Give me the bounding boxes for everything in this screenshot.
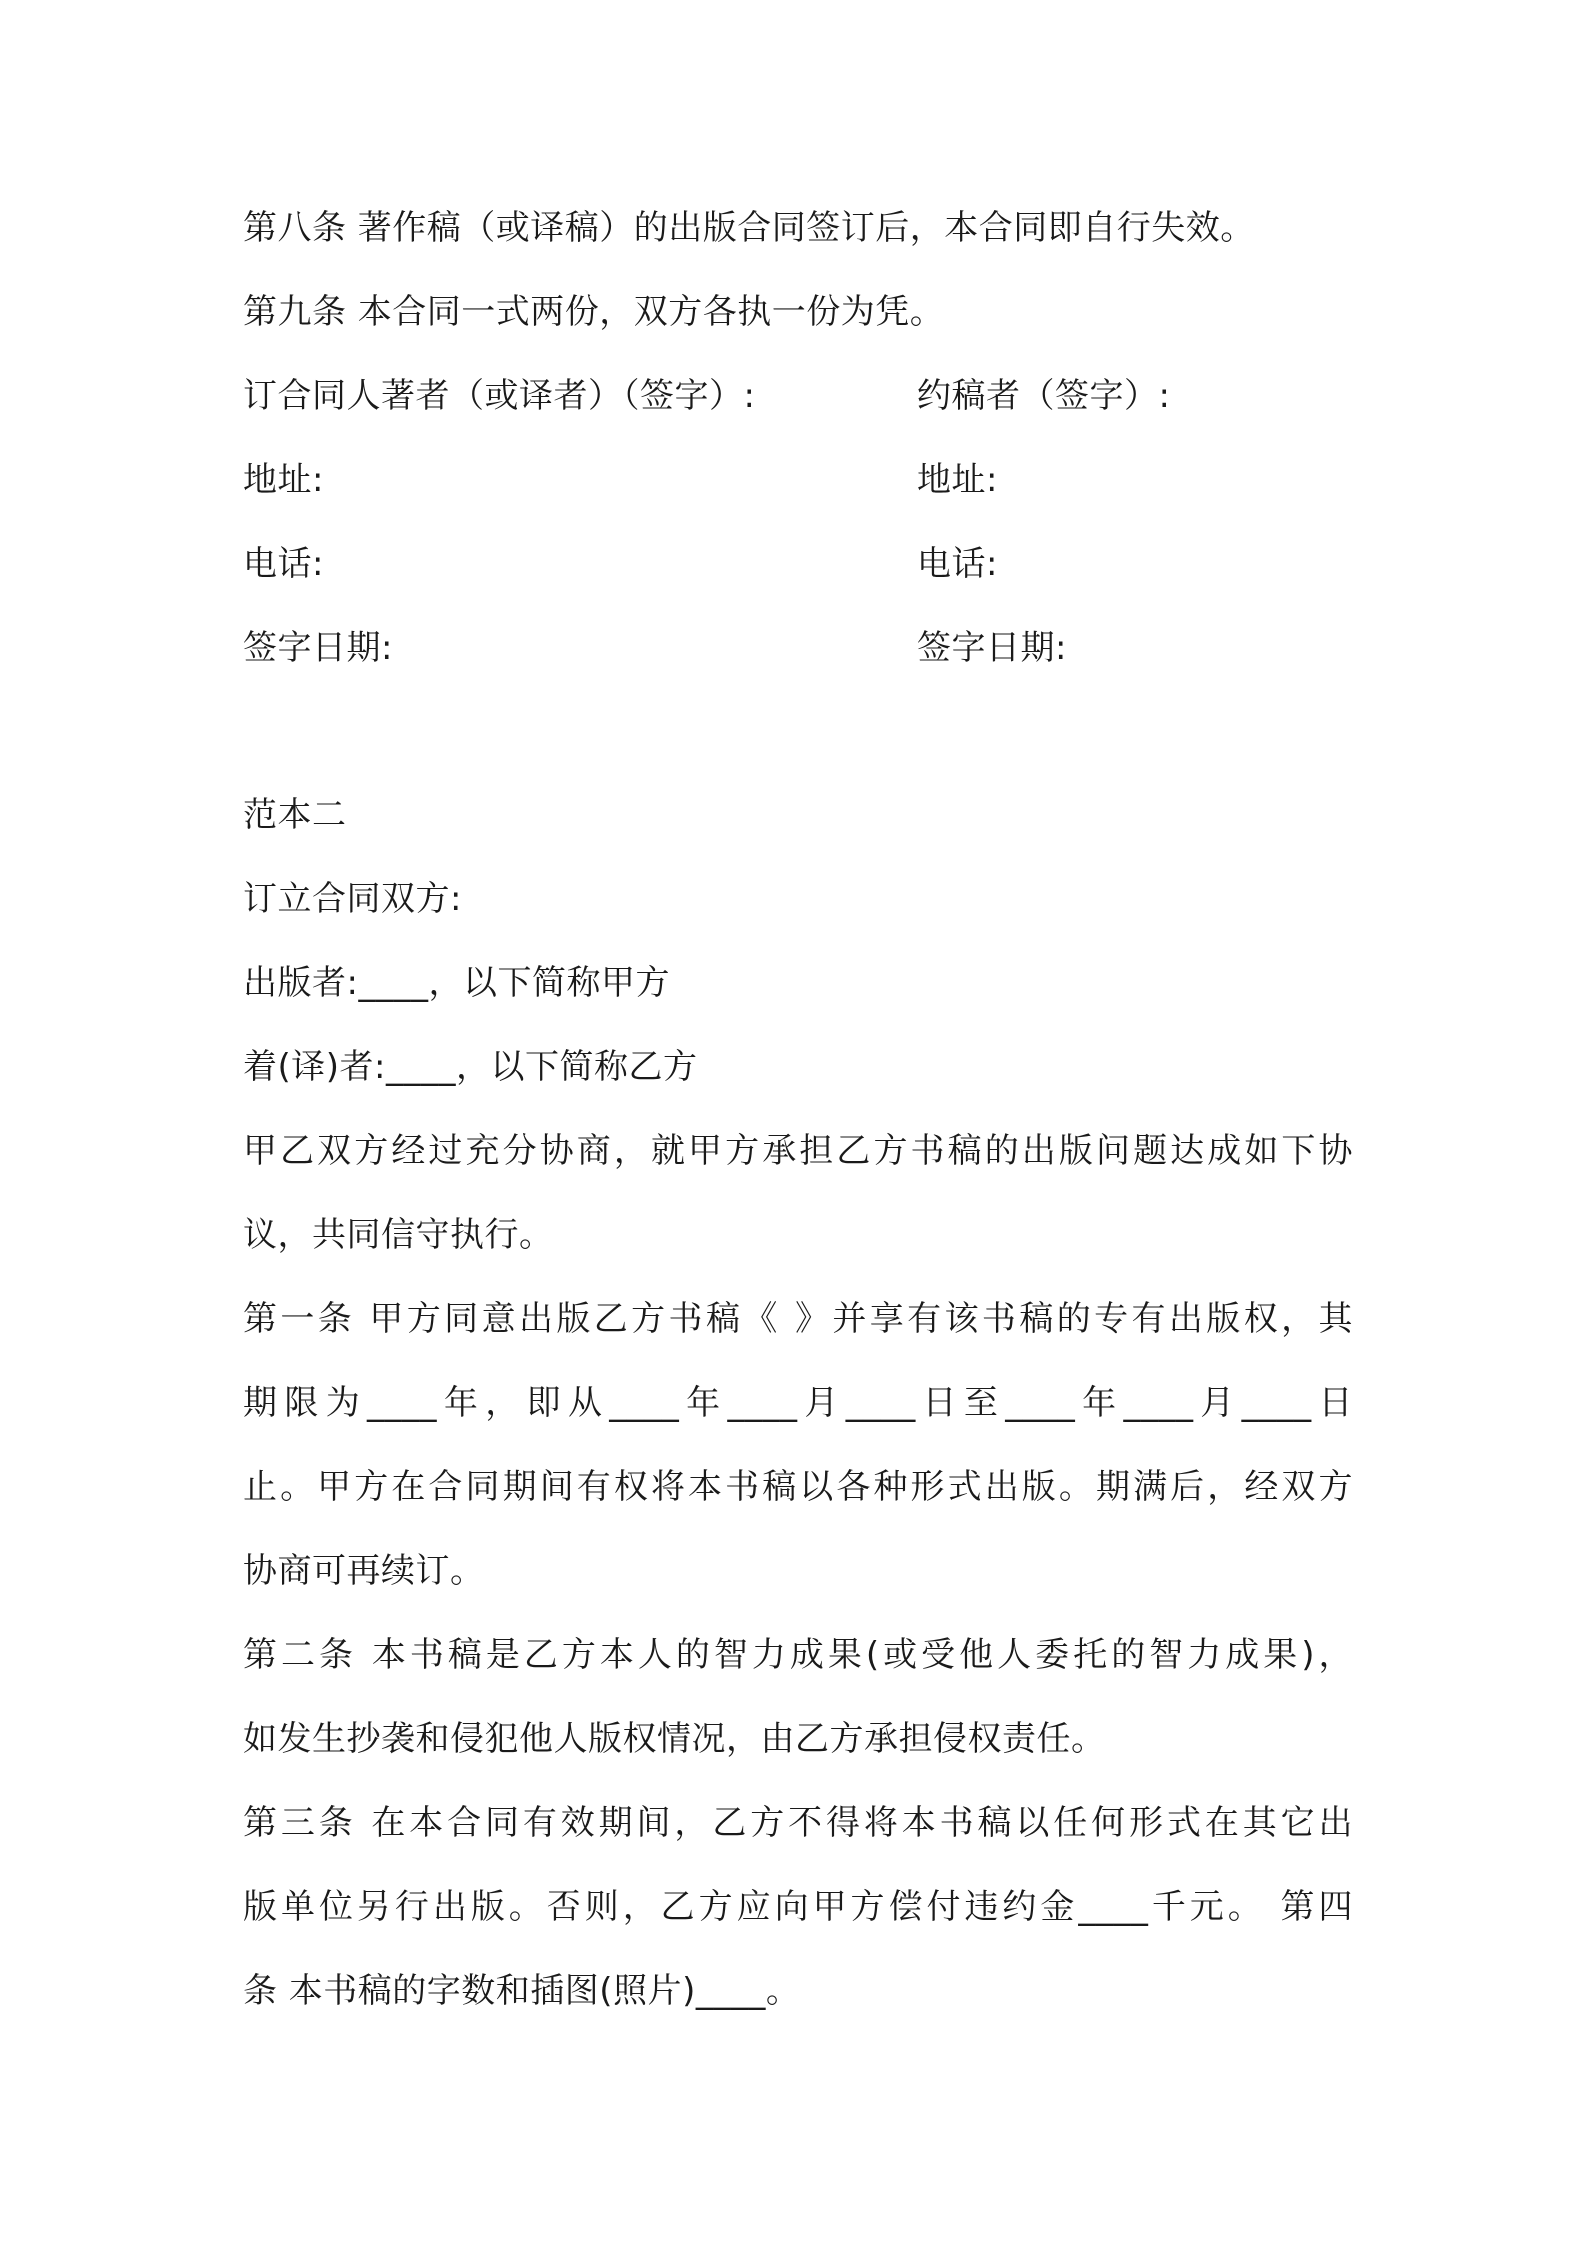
template-two-heading: 范本二 (243, 795, 347, 835)
signature-left-phone: 电话: (243, 544, 324, 584)
signature-left-date: 签字日期: (243, 628, 393, 668)
article-3-line: 版单位另行出版。否则，乙方应向甲方偿付违约金____千元。 第四 (243, 1887, 1353, 1927)
publisher-line: 出版者:____，以下简称甲方 (243, 963, 670, 1003)
article-8: 第八条 著作稿（或译稿）的出版合同签订后，本合同即自行失效。 (243, 208, 1255, 248)
article-2-line: 第二条 本书稿是乙方本人的智力成果(或受他人委托的智力成果)， (243, 1635, 1353, 1675)
article-2-line: 如发生抄袭和侵犯他人版权情况，由乙方承担侵权责任。 (243, 1719, 1106, 1759)
signature-right-phone: 电话: (917, 544, 998, 584)
signature-left-address: 地址: (243, 460, 324, 500)
signature-right-date: 签字日期: (917, 628, 1067, 668)
preamble-line: 议，共同信守执行。 (243, 1215, 554, 1255)
signature-right-address: 地址: (917, 460, 998, 500)
article-1-line: 止。甲方在合同期间有权将本书稿以各种形式出版。期满后，经双方 (243, 1467, 1353, 1507)
signature-left-party: 订合同人著者（或译者）（签字）: (243, 376, 756, 416)
article-3-line: 第三条 在本合同有效期间，乙方不得将本书稿以任何形式在其它出 (243, 1803, 1353, 1843)
article-9: 第九条 本合同一式两份，双方各执一份为凭。 (243, 292, 945, 332)
parties-label: 订立合同双方: (243, 879, 462, 919)
article-1-line: 协商可再续订。 (243, 1551, 485, 1591)
article-1-line: 期限为____年，即从____年____月____日至____年____月____日 (243, 1383, 1353, 1423)
article-4-line: 条 本书稿的字数和插图(照片)____。 (243, 1971, 801, 2011)
signature-right-party: 约稿者（签字）: (917, 376, 1171, 416)
preamble-line: 甲乙双方经过充分协商，就甲方承担乙方书稿的出版问题达成如下协 (243, 1131, 1353, 1171)
article-1-line: 第一条 甲方同意出版乙方书稿《 》并享有该书稿的专有出版权，其 (243, 1299, 1353, 1339)
author-line: 着(译)者:____，以下简称乙方 (243, 1047, 698, 1087)
